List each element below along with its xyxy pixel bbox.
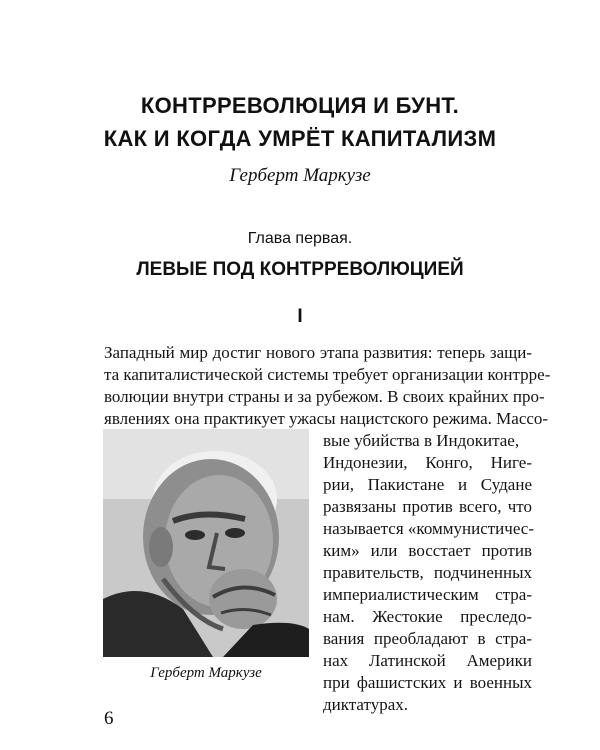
- portrait-illustration: [103, 429, 309, 657]
- body-line: называется «коммунистичес-: [323, 519, 535, 538]
- body-line: диктатурах.: [323, 695, 409, 714]
- body-line: правительств, подчиненных: [323, 563, 532, 582]
- chapter-label: Глава первая.: [247, 230, 353, 247]
- body-line: вания преобладают в стра-: [323, 629, 532, 648]
- body-line: Индонезии, Конго, Ниге-: [323, 453, 532, 472]
- body-line: развязаны против всего, что: [323, 497, 532, 516]
- body-line: нам. Жестокие преследо-: [323, 607, 532, 626]
- body-line: явлениях она практикует ужасы нацистского режима. Массо-: [104, 409, 549, 428]
- body-line: волюции внутри страны и за рубежом. В своих крайних про-: [104, 387, 545, 406]
- book-title-line-2: КАК И КОГДА УМРЁТ КАПИТАЛИЗМ: [103, 126, 497, 151]
- body-line: та капиталистической системы требует организации контрре-: [104, 365, 551, 384]
- body-line: рии, Пакистане и Судане: [323, 475, 532, 494]
- chapter-title: ЛЕВЫЕ ПОД КОНТРРЕВОЛЮЦИЕЙ: [136, 259, 464, 280]
- author-name: Герберт Маркузе: [229, 165, 371, 186]
- body-line: ким» или восстает против: [323, 541, 532, 560]
- section-number: I: [297, 306, 303, 327]
- book-title-line-1: КОНТРРЕВОЛЮЦИЯ И БУНТ.: [140, 93, 460, 118]
- body-line: при фашистских и военных: [323, 673, 532, 692]
- photo-caption: Герберт Маркузе: [150, 665, 262, 681]
- body-line: нах Латинской Америки: [323, 651, 532, 670]
- body-line: империалистическим стра-: [323, 585, 532, 604]
- body-line: вые убийства в Индокитае,: [323, 431, 520, 450]
- body-line: Западный мир достиг нового этапа развития: теперь защи-: [104, 343, 532, 362]
- portrait-photo: [103, 429, 309, 657]
- page-number: 6: [104, 708, 114, 729]
